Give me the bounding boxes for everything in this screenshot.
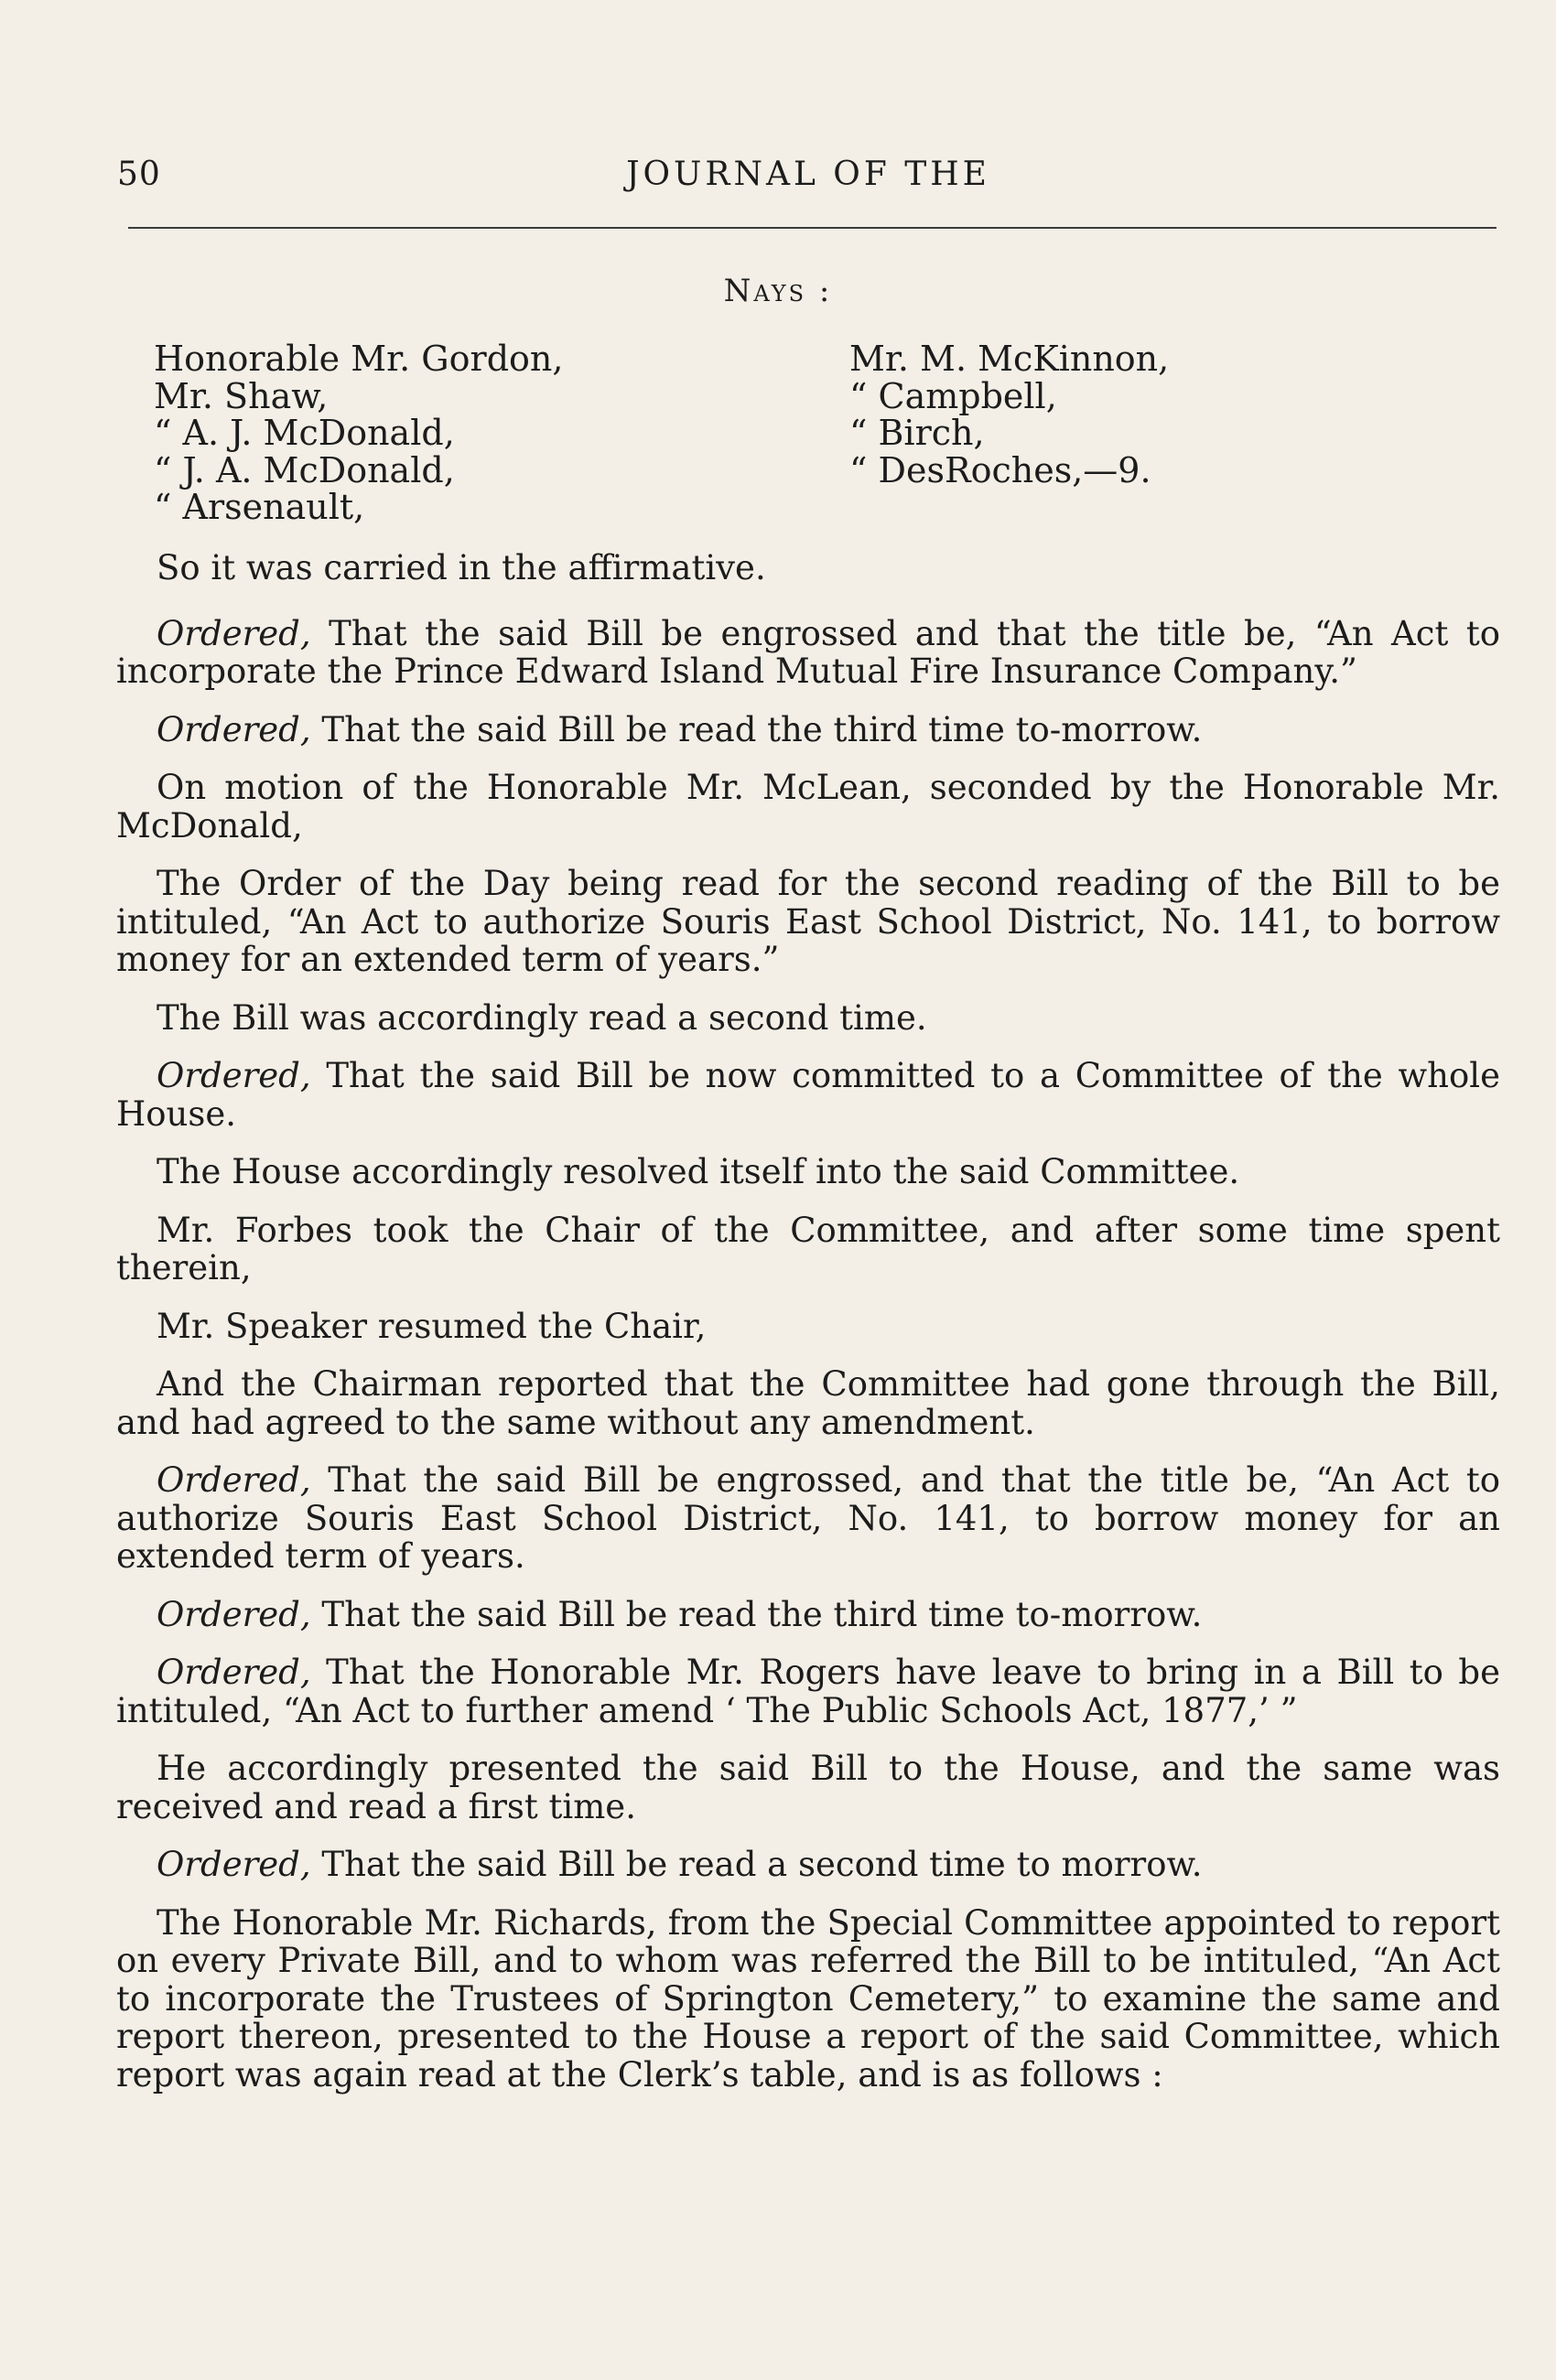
paragraph-text: Mr. Speaker resumed the Chair,: [157, 1306, 707, 1346]
nay-name: Mr. M. McKinnon,: [849, 339, 1170, 379]
nay-name: “ DesRoches,—9.: [849, 449, 1151, 490]
paragraph: [116, 1904, 1500, 2095]
page-number: 50: [117, 156, 161, 193]
paragraph: [116, 1365, 1500, 1441]
paragraph-text: That the said Bill be read the third time to-morrow.: [310, 1594, 1203, 1634]
paragraph-text: And the Chairman reported that the Committee had gone through the Bill, and had agreed to the same without any amendment.: [116, 1364, 1500, 1442]
ordered-lead: Ordered,: [157, 1460, 311, 1500]
nay-name: Mr. Shaw,: [154, 375, 329, 416]
paragraph-text: The Bill was accordingly read a second time.: [157, 997, 927, 1038]
nay-name: “ A. J. McDonald,: [154, 413, 455, 453]
ordered-lead: Ordered,: [157, 1594, 311, 1634]
paragraph: [116, 1057, 1500, 1133]
paragraph-text: That the said Bill be engrossed, and that the title be, “An Act to authorize Souris East School District, No. 141, to borrow money for an extended term of years.: [116, 1460, 1500, 1576]
paragraph: [116, 1846, 1500, 1884]
paragraph-text: That the said Bill be read the third time to-morrow.: [310, 709, 1203, 749]
paragraph-text: So it was carried in the affirmative.: [157, 548, 766, 587]
nays-left-column: [154, 340, 563, 526]
paragraph: [116, 1308, 1500, 1346]
ordered-lead: Ordered,: [157, 1056, 311, 1095]
running-head: JOURNAL OF THE: [626, 156, 990, 193]
ordered-lead: Ordered,: [157, 1653, 311, 1692]
paragraph-text: The Order of the Day being read for the second reading of the Bill to be intituled, “An Act to authorize Souris East School District, No. 141, to borrow money for an extended term of years.”: [116, 864, 1500, 979]
paragraph-text: On motion of the Honorable Mr. McLean, seconded by the Honorable Mr. McDonald,: [116, 768, 1500, 845]
paragraph: [116, 1212, 1500, 1287]
paragraph: [116, 1750, 1500, 1825]
ordered-lead: Ordered,: [157, 613, 311, 653]
ordered-lead: Ordered,: [157, 1845, 311, 1884]
paragraph: [116, 1153, 1500, 1191]
nay-name: “ Arsenault,: [154, 487, 365, 527]
paragraph: [116, 1461, 1500, 1576]
nay-name: “ Campbell,: [849, 375, 1057, 416]
nay-name: “ J. A. McDonald,: [154, 449, 455, 490]
paragraph-text: He accordingly presented the said Bill to the House, and the same was received and read a first time.: [116, 1749, 1500, 1826]
paragraph-text: The Honorable Mr. Richards, from the Special Committee appointed to report on every Private Bill, and to whom was referred the Bill to be intituled, “An Act to incorporate the Trustees of Springton Cemetery,” to examine the same and report thereon, presented to the House a report of the said Committee, which report was again read at the Clerk’s table, and is as follows :: [116, 1902, 1500, 2095]
paragraph: [116, 1596, 1500, 1634]
nays-right-column: [849, 340, 1169, 489]
paragraph-text: Mr. Forbes took the Chair of the Committee, and after some time spent therein,: [116, 1210, 1500, 1287]
nay-name: “ Birch,: [849, 413, 985, 453]
paragraph: [116, 865, 1500, 979]
paragraph: [116, 1653, 1500, 1729]
paragraph-text: The House accordingly resolved itself into the said Committee.: [157, 1152, 1240, 1191]
paragraph: [116, 999, 1500, 1038]
header-rule: [128, 227, 1497, 229]
paragraph-text: That the Honorable Mr. Rogers have leave to bring in a Bill to be intituled, “An Act to further amend ‘ The Public Schools Act, 1877,’ ”: [116, 1653, 1500, 1730]
paragraph: [116, 769, 1500, 845]
paragraph: [116, 549, 1500, 587]
nay-name: Honorable Mr. Gordon,: [154, 339, 564, 379]
ordered-lead: Ordered,: [157, 709, 311, 749]
page-header: [117, 156, 1499, 201]
paragraph-text: That the said Bill be read a second time to morrow.: [310, 1845, 1203, 1884]
paragraph-text: That the said Bill be engrossed and that the title be, “An Act to incorporate the Prince Edward Island Mutual Fire Insurance Company.”: [116, 613, 1500, 691]
journal-body: [116, 549, 1500, 2114]
nays-heading: Nays :: [723, 273, 833, 309]
paragraph-text: That the said Bill be now committed to a Committee of the whole House.: [116, 1056, 1500, 1134]
paragraph: [116, 711, 1500, 749]
paragraph: [116, 615, 1500, 691]
